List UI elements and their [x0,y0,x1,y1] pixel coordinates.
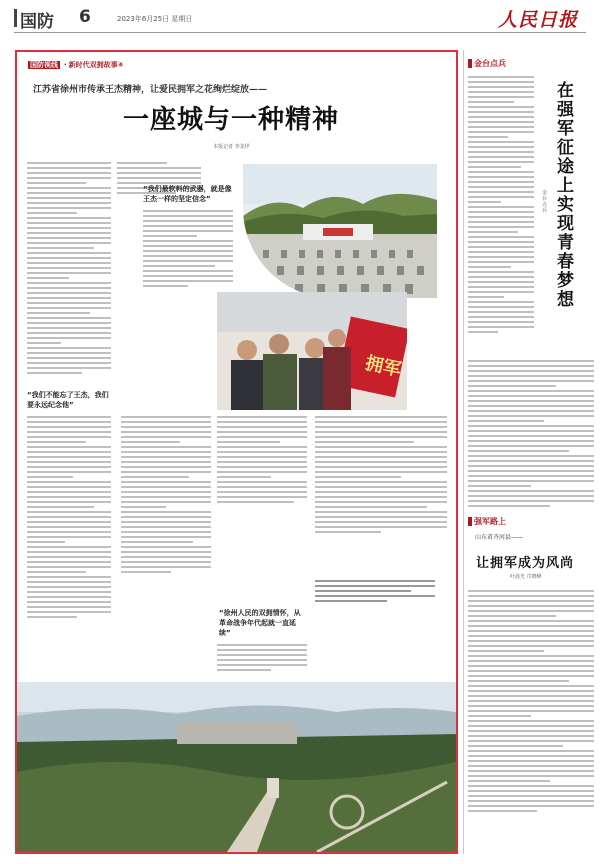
body-column-2b [143,210,233,290]
story-subhead: 江苏省徐州市传承王杰精神，让爱民拥军之花绚烂绽放—— [33,85,268,95]
right-article-1-title: 在强军征途上实现青春梦想 [557,81,574,310]
story-headline: 一座城与一种精神 [123,105,340,135]
story-byline: 本报记者 李龙伊 [213,144,250,150]
pullquote-3: “徐州人民的双拥情怀，从革命战争年代起就一直延续” [219,609,301,637]
right-article-2-body [468,590,594,815]
photo-caption [315,580,435,605]
body-column-3 [121,416,211,576]
main-story[interactable] [15,50,458,854]
page-header [0,0,600,34]
newspaper-logo: 人民日报 [497,9,578,31]
body-column-5 [315,416,447,536]
section-name: 国防 [20,12,54,32]
header-rule [14,32,586,33]
right-article-2-subhead: 山东省齐河县—— [475,534,524,541]
pullquote-2: “我们不能忘了王杰，我们要永远纪念他” [27,391,109,409]
page-number: 6 [79,7,91,27]
right-article-1-body-b [468,360,594,510]
kicker-label: 国防视线 [30,61,58,69]
banner-text: 拥军 [363,352,403,381]
right-section-2-tag: 强军路上 [468,516,506,527]
right-section-2-mark [468,517,472,526]
aerial-city-photo[interactable] [17,682,456,852]
body-column-1 [27,162,111,377]
body-column-1b [27,416,111,621]
right-article-2-byline: 叶晨光 邝晓峰 [510,574,542,580]
header-mark [14,9,17,27]
kicker-series: 新时代双拥故事④ [68,61,124,69]
issue-date: 2023年6月25日 星期日 [117,15,193,23]
right-article-2-headline: 让拥军成为风尚 [476,556,575,571]
column-rule [463,50,464,854]
group-photo[interactable] [217,292,407,410]
right-article-1-body [468,76,534,336]
right-section-1-tag: 金台点兵 [468,58,506,69]
right-article-1-author: 金台点兵 [542,190,548,214]
body-column-4 [217,416,307,506]
right-section-1-mark [468,59,472,68]
memorial-photo[interactable] [243,164,437,298]
story-kicker: 国防视线 · 新时代双拥故事④ [30,61,124,69]
body-column-4b [217,644,307,674]
pullquote-1: “我们最软料的武器，就是像王杰一样的坚定信念” [143,185,232,203]
